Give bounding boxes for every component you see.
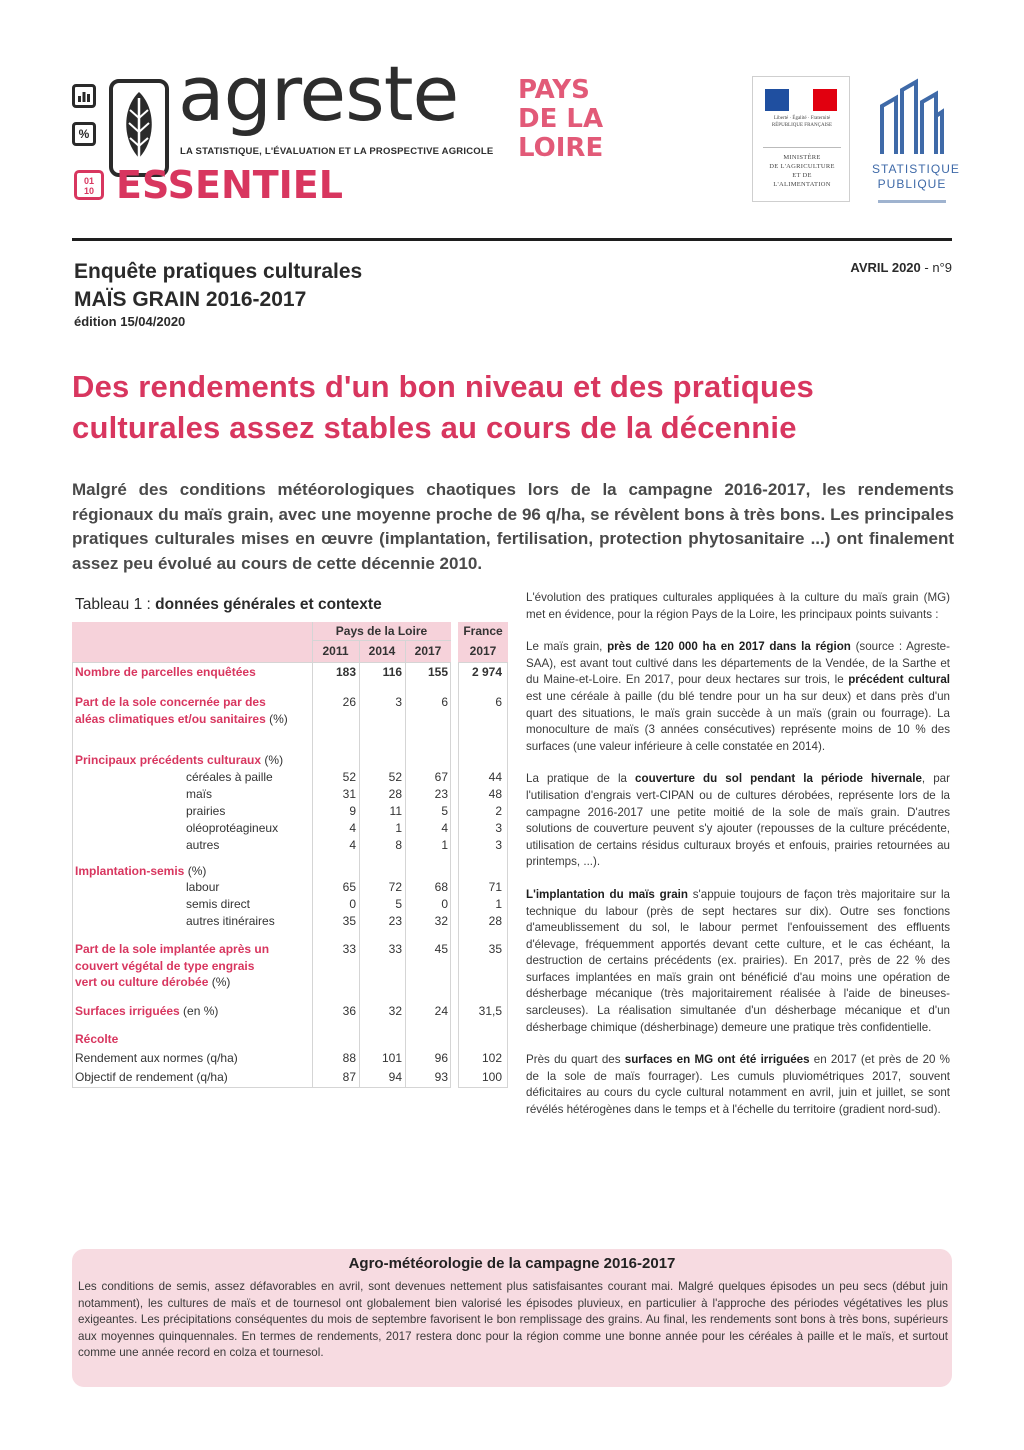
table-cell: 72 (388, 880, 402, 894)
table-cell: 33 (342, 942, 356, 956)
row-label: Implantation-semis (%) (75, 864, 207, 878)
collection-name: ESSENTIEL (116, 163, 343, 207)
row-label: Nombre de parcelles enquêtées (75, 665, 256, 679)
row-label: prairies (186, 804, 226, 818)
divider (763, 147, 841, 148)
table-cell: 6 (495, 695, 502, 709)
row-label: céréales à paille (186, 770, 273, 784)
brand-tagline: LA STATISTIQUE, L'ÉVALUATION ET LA PROSPECTIVE AGRICOLE (180, 146, 494, 157)
table-cell: 65 (342, 880, 356, 894)
table-cell: 4 (349, 821, 356, 835)
table-cell: 52 (388, 770, 402, 784)
data-table (72, 622, 508, 1088)
table-cell: 5 (441, 804, 448, 818)
bar-chart-icon (72, 84, 96, 108)
table-cell: 1 (395, 821, 402, 835)
table-cell: 183 (335, 665, 356, 679)
column-header: 2017 (414, 644, 442, 658)
table-cell: 88 (342, 1051, 356, 1065)
table-cell: 23 (434, 787, 448, 801)
paragraph: L'implantation du maïs grain s'appuie toujours de façon très majoritaire sur la technique du labour (près de sept hectares sur dix). Outre ses fonctions d'ameublissement du sol, le labour permet l'enfouissement des effluents d'élevage, fréquemment apportés devant cette culture, et le cas échéant, la destruction de certains précédents (ex. prairies). En 2017, près de 22 % des surfaces implantées en maïs grain ont bénéficié d'au moins une opération de désherbage mécanique (très majoritairement réalisée à l'aide de bineuses-sarcleuses). La réalisation simultanée d'un désherbage mécanique et d'un désherbage chimique (désherbinage) demeure une pratique très confidentielle. (526, 887, 950, 1034)
table-cell: 0 (349, 897, 356, 911)
survey-title: Enquête pratiques culturales MAÏS GRAIN 2016-2017 édition 15/04/2020 (74, 260, 363, 329)
row-label: labour (186, 880, 220, 894)
table-cell: 102 (481, 1051, 502, 1065)
brand-wordmark: agreste (178, 49, 459, 138)
row-label: Surfaces irriguées (en %) (75, 1004, 219, 1018)
table-cell: 67 (434, 770, 448, 784)
table-cell: 4 (441, 821, 448, 835)
statpub-buildings-icon (872, 76, 952, 156)
column-header: 2014 (368, 644, 396, 658)
table-cell: 31,5 (478, 1004, 502, 1018)
masthead (72, 49, 960, 212)
table-cell: 23 (388, 914, 402, 928)
body-text (526, 590, 950, 1135)
table-cell: 31 (342, 787, 356, 801)
ministry-name: MINISTÈRE DE L'AGRICULTURE ET DE L'ALIMENTATION (769, 154, 835, 188)
table-cell: 2 (495, 804, 502, 818)
paragraph: Près du quart des surfaces en MG ont été irriguées en 2017 (et près de 20 % de la sole de maïs fourrager). Les cumuls pluviométriques 2017, souvent déficitaires au cours du cycle cultural notamment en avril, juin et juillet, se sont révélés hétérogènes dans le temps et à l'échelle du territoire (gradient nord-sud). (526, 1053, 950, 1117)
table-cell: 11 (389, 804, 402, 818)
table-cell: 5 (395, 897, 402, 911)
percent-icon: % (72, 122, 96, 146)
row-label: autres (186, 838, 220, 852)
republic-name: RÉPUBLIQUE FRANÇAISE (771, 123, 833, 128)
box-text: Les conditions de semis, assez défavorables en avril, sont devenues nettement plus satisfaisantes courant mai. Malgré quelques épisodes un peu secs (début juin notamment), les cultures de maïs et de tournesol ont globalement bien valorisé les épisodes pluvieux, en particulier à l'approche des périodes végétatives les plus exigeantes. Les précipitations conséquentes du mois de septembre favorisent le bon remplissage des grains. Au final, les rendements sont bons à très bons, supérieurs aux moyennes quinquennales. En termes de rendements, 2017 restera donc pour la région comme une bonne année pour les céréales à paille et le maïs, et surtout comme une année record en colza et tournesol. (78, 1280, 948, 1360)
column-group-header: France (463, 624, 503, 638)
ministry-logo (752, 76, 850, 202)
table-cell: 33 (388, 942, 402, 956)
table-cell: 26 (342, 695, 356, 709)
table-cell: 100 (481, 1070, 502, 1084)
row-label: semis direct (186, 897, 251, 911)
row-label: oléoprotéagineux (186, 821, 279, 835)
table-cell: 52 (342, 770, 356, 784)
row-label: Objectif de rendement (q/ha) (75, 1070, 228, 1084)
table-cell: 101 (381, 1051, 402, 1065)
table-cell: 71 (488, 880, 502, 894)
table-cell: 28 (388, 787, 402, 801)
page-title: Des rendements d'un bon niveau et des pratiques culturales assez stables au cours de la décennie (72, 369, 814, 445)
table-cell: 36 (342, 1004, 356, 1018)
republic-motto: Liberté · Égalité · Fraternité (773, 116, 831, 121)
statistique-publique-logo: STATISTIQUE PUBLIQUE (872, 76, 952, 206)
column-header: 2017 (469, 644, 497, 658)
lead-paragraph: Malgré des conditions météorologiques chaotiques lors de la campagne 2016-2017, les rendements régionaux du maïs grain, avec une moyenne proche de 96 q/ha, se révèlent bons à très bons. Les principales pratiques culturales mises en œuvre (implantation, fertilisation, protection phytosanitaire ...) ont finalement assez peu évolué au cours de cette décennie 2010. (72, 480, 954, 573)
row-label: maïs (186, 787, 213, 801)
issue-info: AVRIL 2020 - n°9 (850, 260, 952, 275)
row-label: Principaux précédents culturaux (%) (75, 753, 284, 767)
table-cell: 3 (495, 821, 502, 835)
box-title: Agro-météorologie de la campagne 2016-2017 (348, 1255, 676, 1272)
region-name: PAYS DE LA LOIRE (518, 75, 604, 163)
table-cell: 116 (382, 665, 402, 679)
column-group-header: Pays de la Loire (335, 624, 428, 638)
table-cell: 96 (434, 1051, 448, 1065)
row-label: Récolte (75, 1032, 119, 1046)
table-cell: 4 (349, 838, 356, 852)
row-label: Part de la sole concernée par des aléas climatiques et/ou sanitaires (%) (75, 695, 288, 726)
paragraph: Le maïs grain, près de 120 000 ha en 2017 dans la région (source : Agreste-SAA), est avant tout cultivé dans les départements de la Vendée, de la Sarthe et du Maine-et-Loire. En 2017, pour deux hectares sur trois, le précédent cultural est une céréale à paille (du blé tendre pour un ha sur deux) et dans près d'un quart des situations, le maïs grain succède à un maïs (grain ou fourrage). La monoculture de maïs (3 années consécutives) représente moins de 10 % des surfaces (une valeur inférieure à celle constatée en 2014). (526, 640, 950, 753)
table-cell: 6 (441, 695, 448, 709)
paragraph: La pratique de la couverture du sol pendant la période hivernale, par l'utilisation d'engrais vert-CIPAN ou de cultures dérobées, représente lors de la campagne 2016-2017 une petite moitié de la sole de maïs grain. D'autres solutions de couverture peuvent s'y ajouter (repousses de la culture précédente, utilisation de certains résidus culturaux broyés et enfouis, prairies retournées au printemps, ...). (526, 772, 950, 869)
table-cell: 32 (388, 1004, 402, 1018)
binary-icon: 01 10 (74, 170, 104, 200)
table-cell: 68 (434, 880, 448, 894)
row-label: Part de la sole implantée après un couvert végétal de type engrais vert ou culture dérobée (%) (75, 942, 270, 989)
header-rule (72, 238, 952, 241)
table-cell: 0 (441, 897, 448, 911)
table-cell: 44 (488, 770, 502, 784)
table-cell: 1 (441, 838, 448, 852)
divider (878, 200, 946, 203)
table-cell: 2 974 (471, 665, 502, 679)
table-cell: 35 (488, 942, 502, 956)
french-flag-icon (765, 89, 837, 111)
table-cell: 35 (342, 914, 356, 928)
row-label: autres itinéraires (186, 914, 275, 928)
column-header: 2011 (322, 644, 349, 658)
table-caption: Tableau 1 : données générales et contexte (75, 596, 382, 613)
table-cell: 8 (395, 838, 402, 852)
table-cell: 93 (434, 1070, 448, 1084)
table-cell: 45 (434, 942, 448, 956)
table-cell: 9 (349, 804, 356, 818)
table-cell: 24 (434, 1004, 448, 1018)
row-label: Rendement aux normes (q/ha) (75, 1051, 238, 1065)
table-cell: 3 (495, 838, 502, 852)
table-cell: 87 (342, 1070, 356, 1084)
paragraph: L'évolution des pratiques culturales appliquées à la culture du maïs grain (MG) met en évidence, pour la région Pays de la Loire, les principaux points suivants : (526, 591, 950, 621)
collection-label (74, 163, 343, 207)
table-cell: 1 (495, 897, 502, 911)
table-cell: 94 (388, 1070, 402, 1084)
table-cell: 3 (395, 695, 402, 709)
table-cell: 28 (488, 914, 502, 928)
table-cell: 155 (427, 665, 448, 679)
agro-meteo-box (72, 1249, 952, 1387)
edition-date: édition 15/04/2020 (74, 314, 186, 329)
table-cell: 48 (488, 787, 502, 801)
table-cell: 32 (434, 914, 448, 928)
